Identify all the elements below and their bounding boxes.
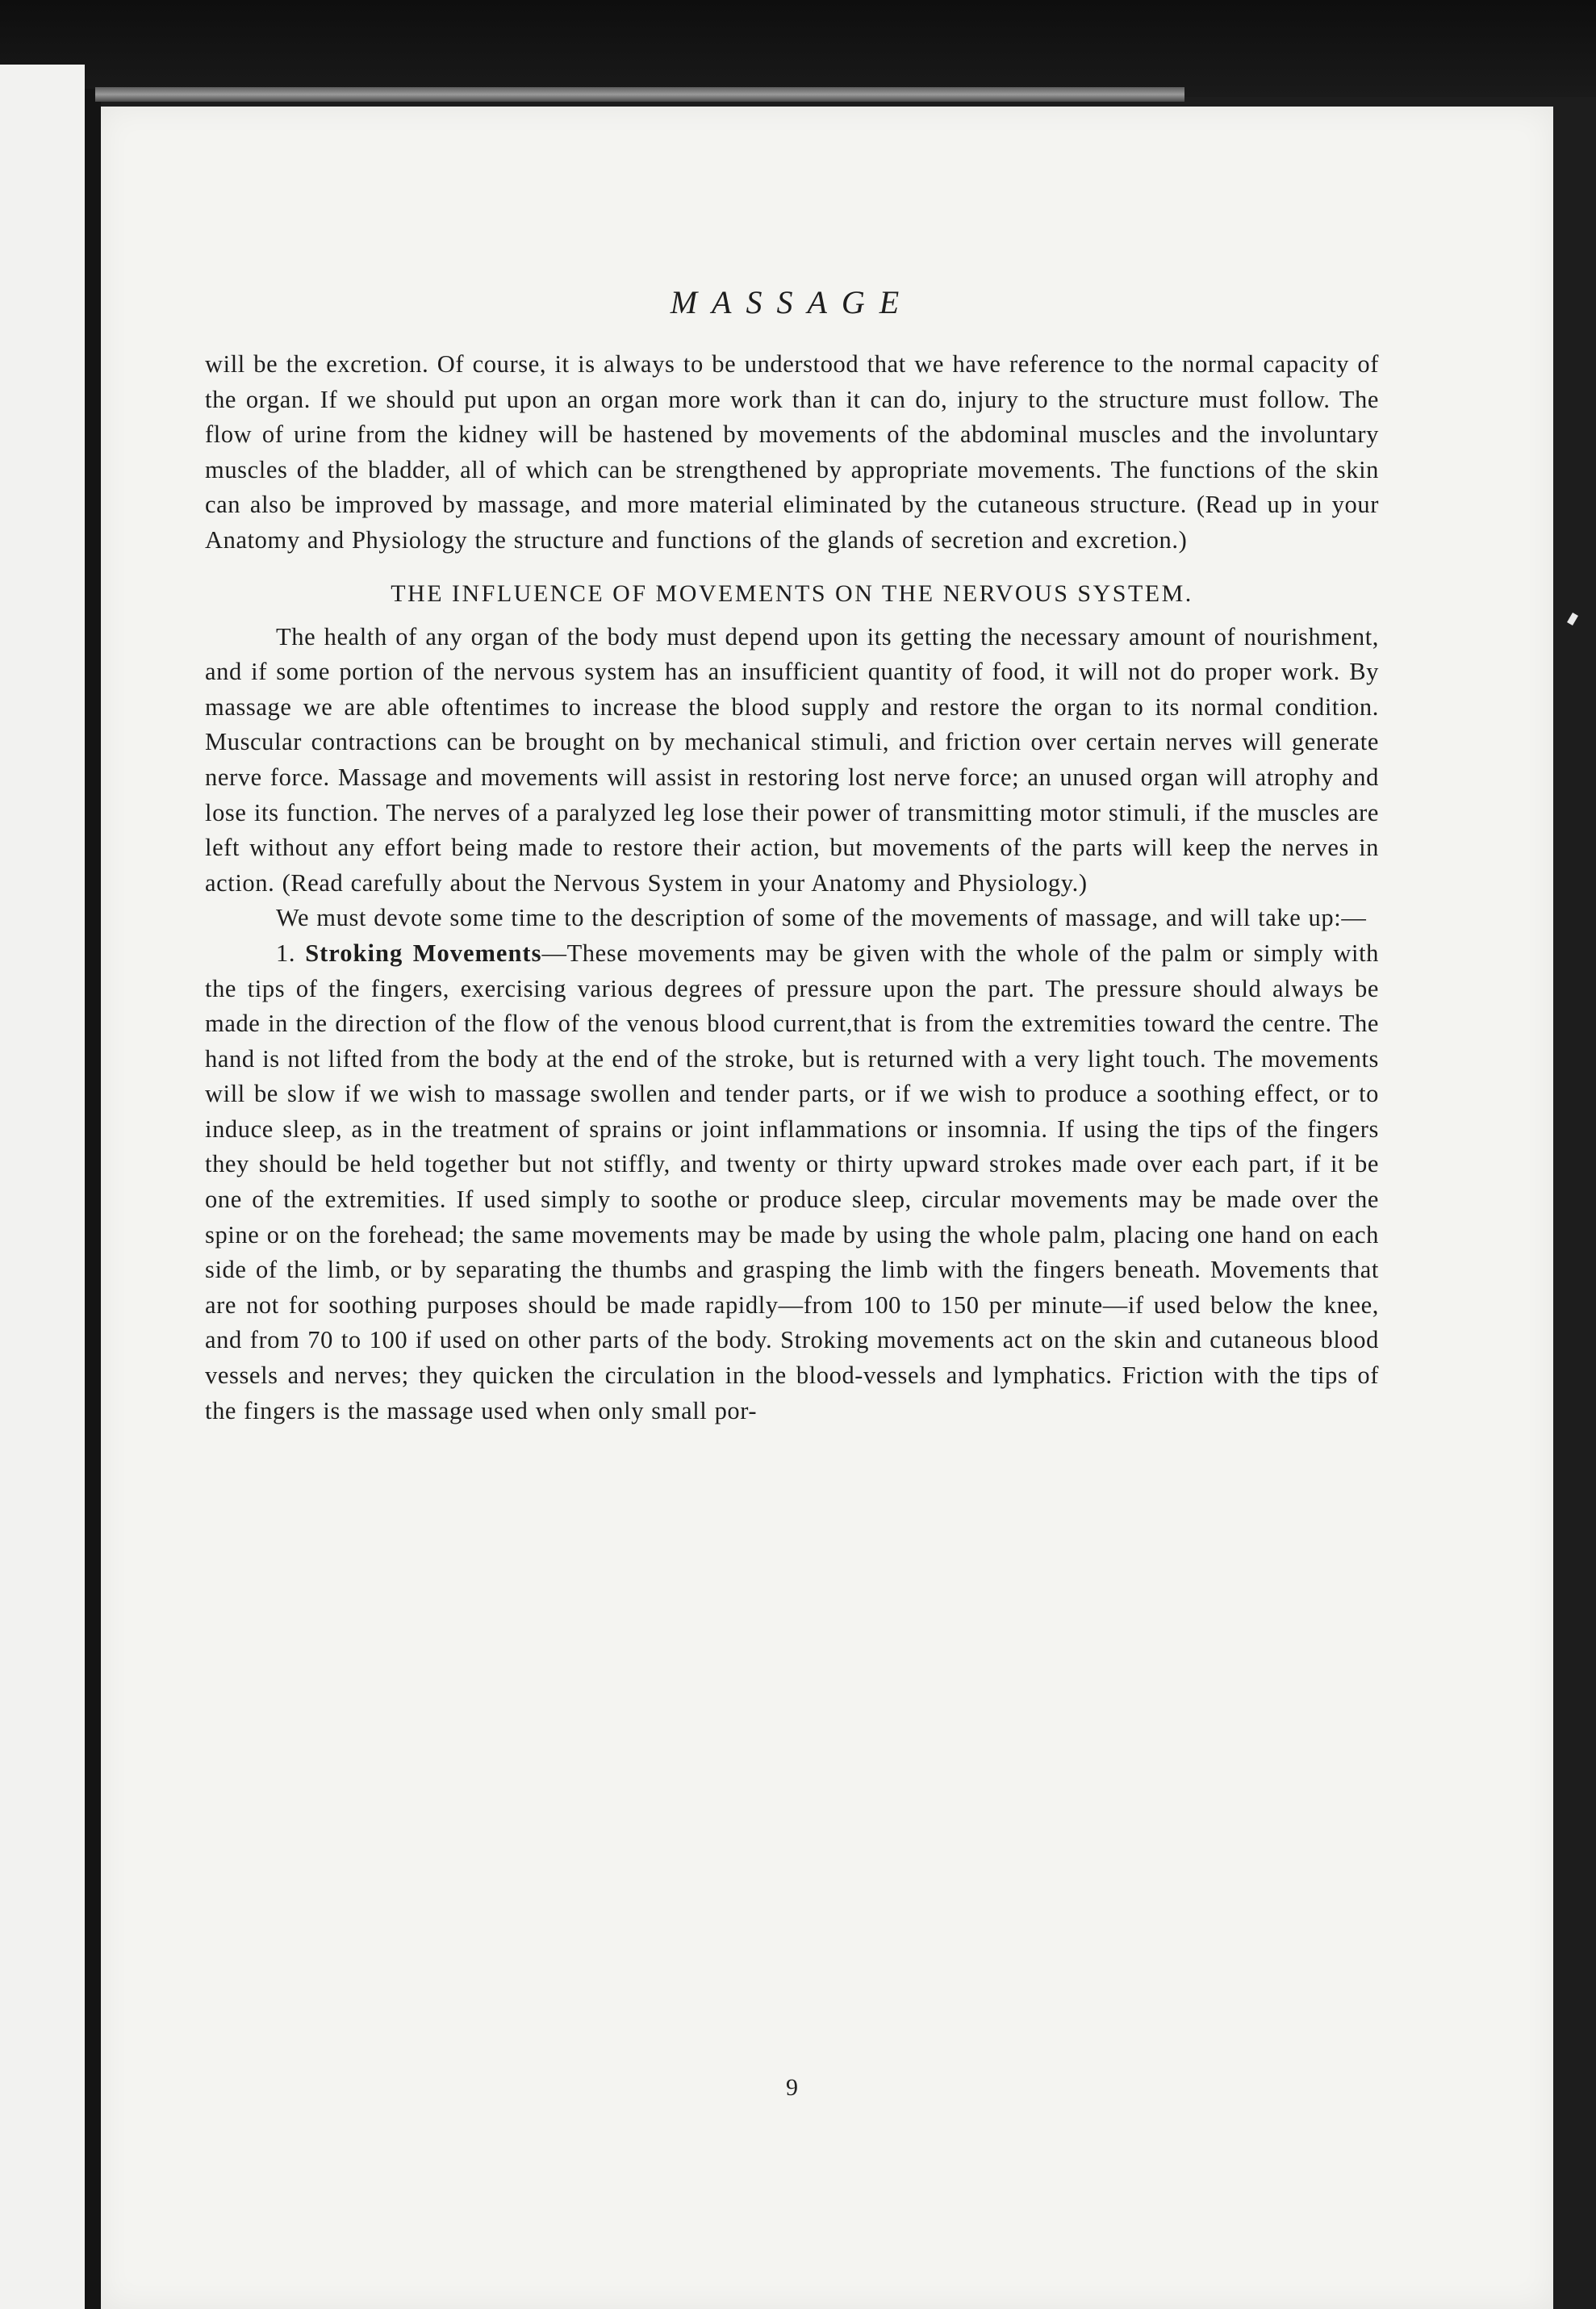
page-number: 9 (786, 2074, 798, 2101)
page-content (205, 282, 1379, 2101)
running-head: MASSAGE (670, 284, 914, 320)
paragraph-nervous-system: The health of any organ of the body must depend upon its getting the necessary amount of nourishment, and if some portion of the nervous system has an insufficient quantity of food, it will not do proper work. By massage we are able oftentimes to increase the blood supply and restore the organ to its normal condition. Muscular contractions can be brought on by mechanical stimuli, and friction over certain nerves will generate nerve force. Massage and movements will assist in restoring lost nerve force; an unused organ will atrophy and lose its function. The nerves of a paralyzed leg lose their power of transmitting motor stimuli, if the muscles are left without any effort being made to restore their action, but movements of the parts will keep the nerves in action. (Read carefully about the Nervous System in your Anatomy and Physiology.) (205, 622, 1379, 897)
paragraph-stroking-movements (205, 936, 1379, 1428)
stroking-movements-term: Stroking Movements (305, 939, 542, 967)
stroking-movements-text: —These movements may be given with the whole of the palm or simply with the tips of the fingers, exercising various degrees of pressure upon the part. The pressure should always be made in the direction of the flow of the venous blood current,that is from the extremities toward the centre. The hand is not lifted from the body at the end of the stroke, but is returned with a very light touch. The movements will be slow if we wish to massage swollen and tender parts, or if we wish to produce a soothing effect, or to induce sleep, as in the treatment of sprains or joint inflammations or insomnia. If using the tips of the fingers they should be held together but not stiffly, and twenty or thirty upward strokes made over each part, if it be one of the extremities. If used simply to soothe or produce sleep, circular movements may be made over the spine or on the forehead; the same movements may be made by using the whole palm, placing one hand on each side of the limb, or by separating the thumbs and grasping the limb with the fingers beneath. Movements that are not for soothing purposes should be made rapidly—from 100 to 150 per minute—if used below the knee, and from 70 to 100 if used on other parts of the body. Stroking movements act on the skin and cutaneous blood vessels and nerves; they quicken the circulation in the blood-vessels and lymphatics. Friction with the tips of the fingers is the massage used when only small por- (205, 939, 1379, 1424)
paragraph-movements-intro: We must devote some time to the description of some of the movements of massage, and will take up:— (276, 904, 1367, 932)
paragraph-excretion: will be the excretion. Of course, it is always to be understood that we have reference to the normal capacity of the organ. If we should put upon an organ more work than it can do, injury to the structure must follow. The flow of urine from the kidney will be hastened by movements of the abdominal muscles and the involuntary muscles of the bladder, all of which can be strengthened by appropriate movements. The functions of the skin can also be improved by massage, and more material eliminated by the cutaneous structure. (Read up in your Anatomy and Physiology the structure and functions of the glands of secretion and excretion.) (205, 350, 1379, 554)
scan-top-border (0, 0, 1596, 97)
section-heading: THE INFLUENCE OF MOVEMENTS ON THE NERVOUS SYSTEM. (391, 579, 1193, 607)
scan-speck (1567, 613, 1578, 625)
facing-page-edge (0, 65, 85, 2309)
book-gutter (85, 89, 101, 2309)
list-number: 1. (276, 939, 306, 967)
page-top-edge (95, 87, 1184, 102)
